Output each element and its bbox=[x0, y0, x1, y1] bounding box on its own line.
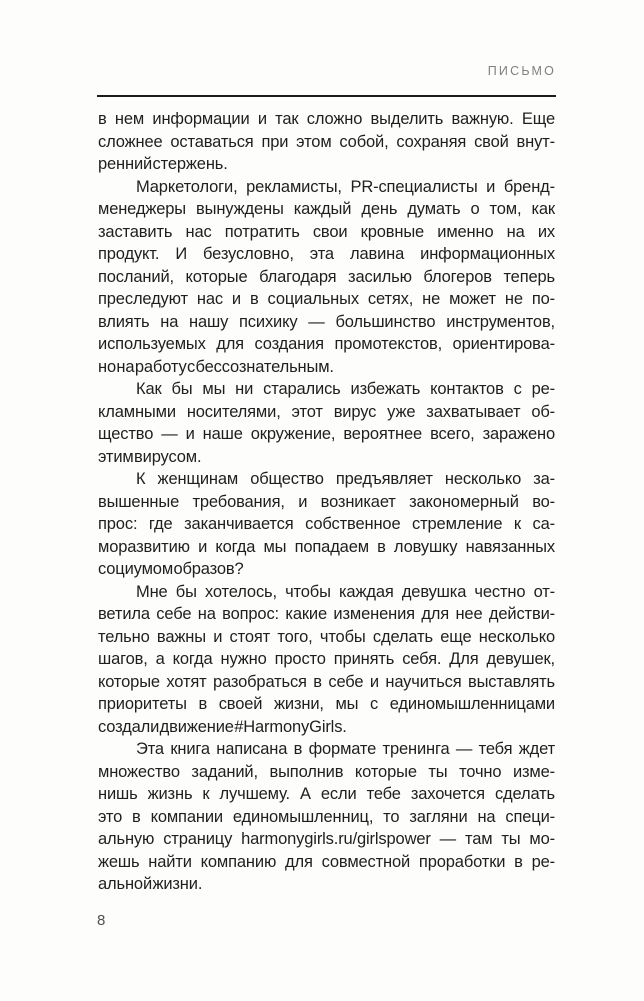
text-line: Как бы мы ни старались избежать контактов с ре- bbox=[136, 380, 555, 398]
body-text-block bbox=[98, 108, 555, 896]
text-line: вышенные требования, и возникает закономерный во- bbox=[98, 492, 555, 511]
text-line: менеджеры вынуждены каждый день думать о том, как bbox=[98, 200, 555, 218]
text-line: которые хотят разобраться в себе и научиться выставлять bbox=[98, 672, 555, 691]
paragraph bbox=[98, 378, 555, 468]
text-line: жешь найти компанию для совместной проработки в ре- bbox=[98, 852, 555, 871]
paragraph bbox=[98, 108, 555, 176]
page-number: 8 bbox=[97, 912, 106, 929]
paragraph bbox=[98, 468, 555, 581]
text-line: тельно важны и стоят того, чтобы сделать еще несколько bbox=[98, 627, 555, 646]
text-line: используемых для создания промотекстов, ориентирова- bbox=[98, 335, 555, 353]
text-line: щество — и наше окружение, вероятнее всего, заражено bbox=[98, 425, 555, 443]
header-rule bbox=[97, 95, 556, 97]
text-line: в нем информации и так сложно выделить важную. Еще bbox=[98, 110, 555, 128]
text-line: преследуют нас и в социальных сетях, не может не по- bbox=[98, 290, 555, 308]
text-line: альную страницу harmonygirls.ru/girlspower — там ты мо- bbox=[98, 830, 555, 848]
text-line: сложнее оставаться при этом собой, сохраняя свой внут- bbox=[98, 132, 555, 151]
text-line: Мне бы хотелось, чтобы каждая девушка честно от- bbox=[136, 582, 555, 601]
running-head-title: ПИСЬМО bbox=[487, 64, 556, 78]
paragraph bbox=[98, 176, 555, 379]
text-line: ветила себе на вопрос: какие изменения для нее действи- bbox=[98, 605, 555, 623]
text-line: прос: где заканчивается собственное стремление к са- bbox=[98, 515, 555, 533]
text-line: это в компании единомышленниц, то загляни на специ- bbox=[98, 807, 555, 826]
text-line: множество заданий, выполнив которые ты точно изме- bbox=[98, 762, 555, 781]
text-line: социумом образов? bbox=[98, 560, 244, 578]
text-line: ренний стержень. bbox=[98, 155, 228, 173]
text-line: этим вирусом. bbox=[98, 447, 202, 466]
text-line: альной жизни. bbox=[98, 875, 203, 893]
text-line: шагов, а когда нужно просто принять себя. Для девушек, bbox=[98, 650, 555, 668]
text-line: продукт. И безусловно, эта лавина информационных bbox=[98, 245, 555, 263]
text-line: но на работу с бессознательным. bbox=[98, 357, 334, 376]
text-line: Эта книга написана в формате тренинга — тебя ждет bbox=[136, 740, 555, 758]
text-line: заставить нас потратить свои кровные именно на их bbox=[98, 222, 555, 241]
paragraph bbox=[98, 738, 555, 896]
text-line: создали движение #HarmonyGirls. bbox=[98, 717, 347, 736]
paragraph bbox=[98, 581, 555, 739]
text-line: посланий, которые благодаря засилью блогеров теперь bbox=[98, 267, 555, 286]
text-line: кламными носителями, этот вирус уже захватывает об- bbox=[98, 402, 555, 421]
text-line: приоритеты в своей жизни, мы с единомышленницами bbox=[98, 695, 555, 713]
text-line: влиять на нашу психику — большинство инструментов, bbox=[98, 312, 555, 331]
text-line: нишь жизнь к лучшему. А если тебе захочется сделать bbox=[98, 785, 555, 803]
text-line: Маркетологи, рекламисты, PR-специалисты и бренд- bbox=[136, 177, 555, 196]
text-line: К женщинам общество предъявляет несколько за- bbox=[136, 470, 555, 488]
text-line: моразвитию и когда мы попадаем в ловушку навязанных bbox=[98, 537, 555, 556]
